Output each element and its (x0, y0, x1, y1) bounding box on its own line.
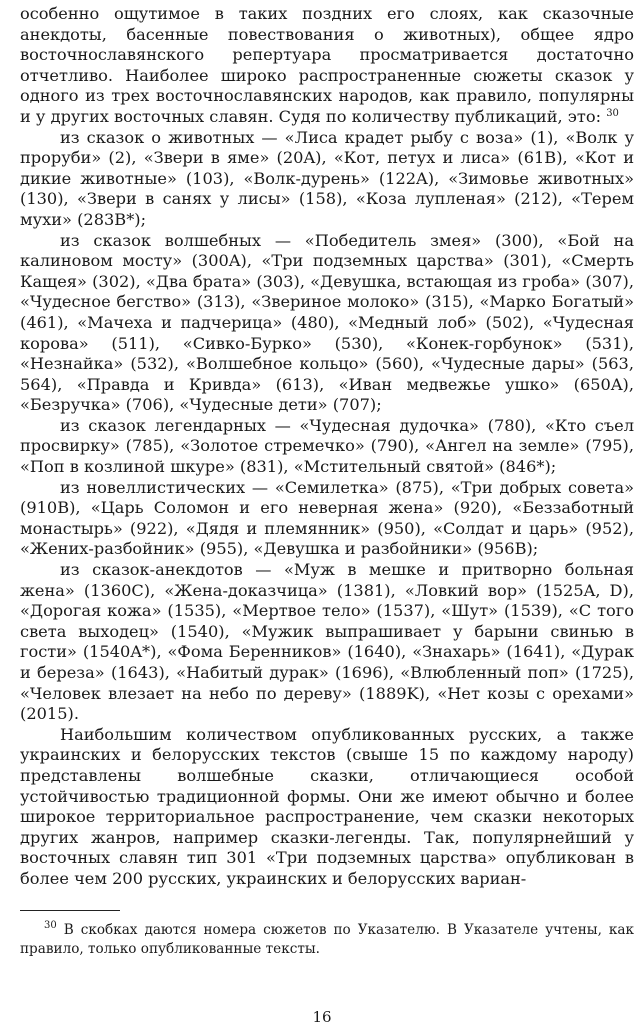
list-item-novella-tales: из новеллистических — «Семилетка» (875), «Три добрых совета» (910B), «Царь Соломон и его неверная жена» (920), «Беззаботный монастырь» (922), «Дядя и племянник» (950), «Солдат и царь» (952), «Жених-разбойник» (955), «Девушка и разбойники» (956B); (20, 477, 634, 559)
page-number: 16 (312, 1008, 332, 1026)
list-item-magic-tales: из сказок волшебных — «Победитель змея» (300), «Бой на калиновом мосту» (300A), «Три подземных царства» (301), «Смерть Кащея» (302), «Два брата» (303), «Девушка, встающая из гроба» (307), «Чудесное бегство» (313), «Звериное молоко» (315), «Марко Богатый» (461), «Мачеха и падчерица» (480), «Медный лоб» (502), «Чудесная корова» (511), «Сивко-Бурко» (530), «Конек-горбунок» (531), «Незнайка» (532), «Волшебное кольцо» (560), «Чудесные дары» (563, 564), «Правда и Кривда» (613), «Иван медвежье ушко» (650A), «Безручка» (706), «Чудесные дети» (707); (20, 230, 634, 415)
paragraph-intro (20, 4, 634, 128)
footnote (20, 921, 634, 959)
main-text (20, 4, 634, 890)
footnote-divider (20, 910, 120, 911)
paragraph-final: Наибольшим количеством опубликованных русских, а также украинских и белорусских текстов (свыше 15 по каждому народу) представлены волшебные сказки, отличающиеся особой устойчивостью традиционной формы. Они же имеют обычно и более широкое территориальное распространение, чем сказки некоторых других жанров, например сказки-легенды. Так, популярнейший у восточных славян тип 301 «Три подземных царства» опубликован в более чем 200 русских, украинских и белорусских вариан- (20, 724, 634, 888)
page (20, 4, 634, 959)
footnote-reference: 30 (606, 107, 619, 119)
list-item-animal-tales: из сказок о животных — «Лиса крадет рыбу с воза» (1), «Волк у проруби» (2), «Звери в яме» (20A), «Кот, петух и лиса» (61B), «Кот и дикие животные» (103), «Волк-дурень» (122A), «Зимовье животных» (130), «Звери в санях у лисы» (158), «Коза лупленая» (212), «Терем мухи» (283B*); (20, 127, 634, 229)
footnote-text-line (20, 921, 634, 959)
footnote-text: В скобках даются номера сюжетов по Указателю. В Указателе учтены, как правило, только опубликованные тексты. (20, 921, 634, 957)
list-item-anecdote-tales: из сказок-анекдотов — «Муж в мешке и притворно больная жена» (1360C), «Жена-доказчица» (1381), «Ловкий вор» (1525A, D), «Дорогая кожа» (1535), «Мертвое тело» (1537), «Шут» (1539), «С того света выходец» (1540), «Мужик выпрашивает у барыни свинью в гости» (1540A*), «Фома Беренников» (1640), «Знахарь» (1641), «Дурак и береза» (1643), «Набитый дурак» (1696), «Влюбленный поп» (1725), «Человек влезает на небо по дереву» (1889K), «Нет козы с орехами» (2015). (20, 560, 634, 724)
list-item-legend-tales: из сказок легендарных — «Чудесная дудочка» (780), «Кто съел просвирку» (785), «Золотое стремечко» (790), «Ангел на земле» (795), «Поп в козлиной шкуре» (831), «Мстительный святой» (846*); (20, 415, 634, 477)
paragraph-intro-text: особенно ощутимое в таких поздних его слоях, как сказочные анекдоты, басенные повествования о животных), общее ядро восточнославянского репертуара просматривается достаточно отчетливо. Наиболее широко распространенные сюжеты сказок у одного из трех восточнославянских народов, как правило, популярны и у других восточных славян. Судя по количеству публикаций, это: (20, 4, 634, 126)
footnote-number: 30 (44, 919, 57, 931)
